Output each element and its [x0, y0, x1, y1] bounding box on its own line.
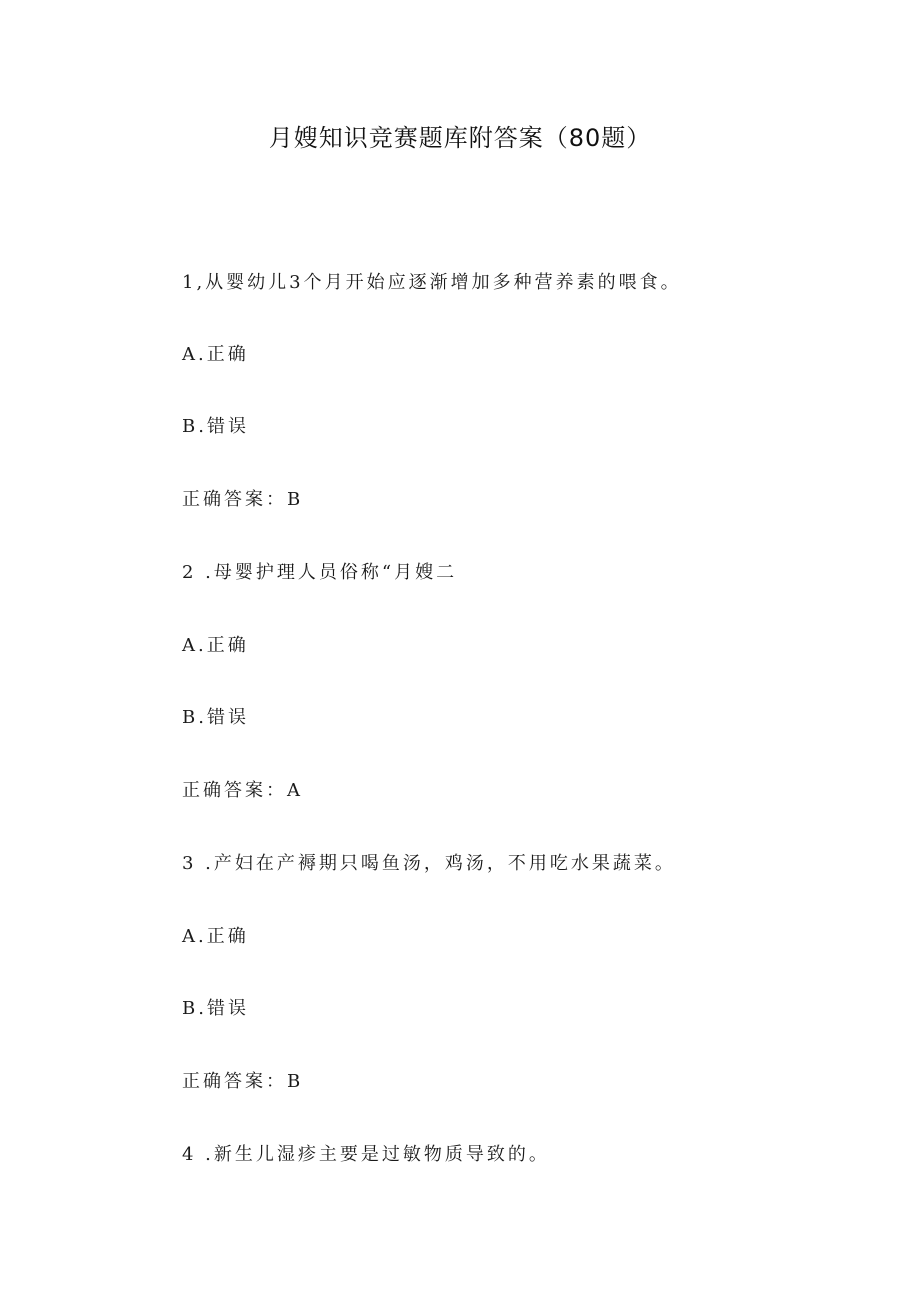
- question-4-stem: 4 .新生儿湿疹主要是过敏物质导致的。: [182, 1144, 550, 1165]
- question-1-option-a: A.正确: [182, 344, 249, 365]
- question-2-answer: 正确答案：A: [182, 780, 303, 801]
- question-3-answer: 正确答案：B: [182, 1071, 304, 1092]
- question-3-option-b: B.错误: [182, 998, 249, 1019]
- question-3-option-a: A.正确: [182, 926, 249, 947]
- question-1-answer: 正确答案：B: [182, 489, 304, 510]
- question-1-stem: 1,从婴幼儿3个月开始应逐渐增加多种营养素的喂食。: [182, 272, 682, 293]
- question-2-option-b: B.错误: [182, 707, 249, 728]
- question-3-stem: 3 .产妇在产褥期只喝鱼汤，鸡汤，不用吃水果蔬菜。: [182, 853, 676, 874]
- question-2-stem: 2 .母婴护理人员俗称“月嫂二: [182, 562, 458, 583]
- question-2-option-a: A.正确: [182, 635, 249, 656]
- page-title: 月嫂知识竞赛题库附答案（80题）: [268, 124, 652, 152]
- question-1-option-b: B.错误: [182, 416, 249, 437]
